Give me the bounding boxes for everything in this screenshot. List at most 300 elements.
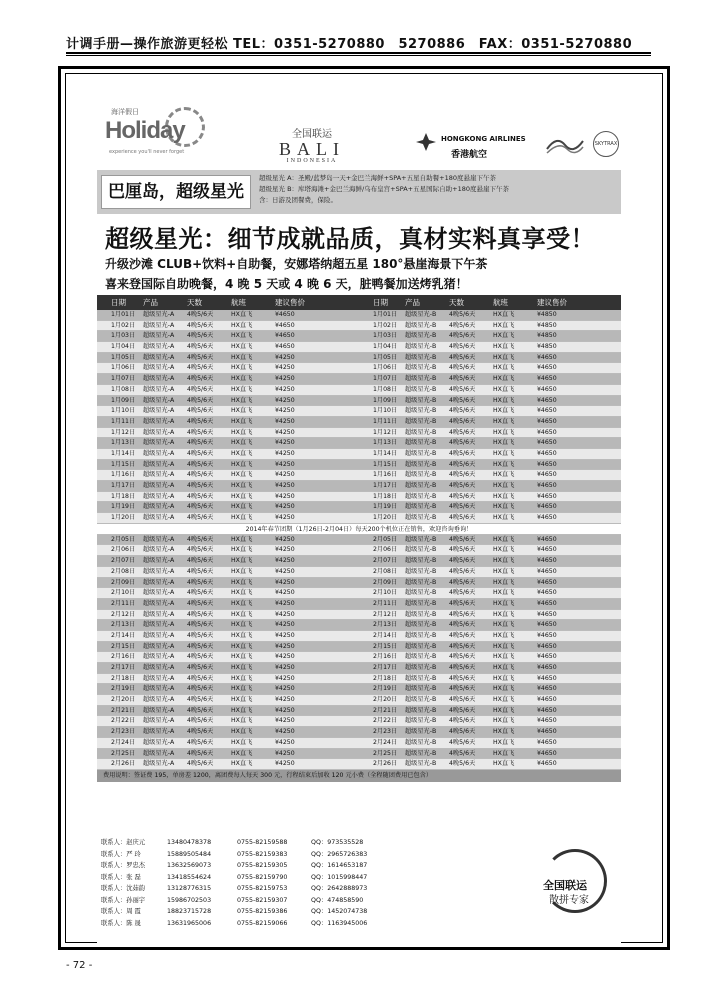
table-cell: ¥4650 bbox=[537, 578, 557, 586]
contact-qq: QQ：1163945006 bbox=[311, 919, 368, 927]
contact-prefix: 联系人： bbox=[101, 908, 127, 915]
page-number: - 72 - bbox=[66, 960, 93, 971]
table-cell: 超级星光-B bbox=[405, 685, 437, 693]
table-cell: ¥4250 bbox=[275, 385, 295, 393]
table-cell: 超级星光-B bbox=[405, 578, 437, 586]
table-cell: ¥4650 bbox=[537, 728, 557, 736]
table-cell: HX直飞 bbox=[493, 332, 515, 340]
table-cell: 1月03日 bbox=[111, 332, 136, 340]
contact-label bbox=[97, 849, 167, 861]
table-cell: 超级星光-B bbox=[405, 621, 437, 629]
table-cell: 4晚5/6天 bbox=[449, 482, 476, 489]
contact-qq: QQ：474858590 bbox=[311, 896, 364, 904]
table-cell: 1月04日 bbox=[111, 343, 136, 351]
table-cell: 2月08日 bbox=[373, 567, 398, 575]
col-header-days: 天数 bbox=[449, 298, 464, 307]
table-cell: 1月12日 bbox=[111, 428, 136, 436]
table-cell: 4晚5/6天 bbox=[187, 674, 214, 682]
table-cell: HX直飞 bbox=[493, 375, 515, 383]
holiday-logo-small: 海洋假日 bbox=[111, 108, 139, 116]
table-cell: 4晚5/6天 bbox=[187, 321, 214, 329]
table-cell: 1月18日 bbox=[373, 492, 398, 500]
table-cell: 4晚5/6天 bbox=[449, 599, 476, 607]
table-cell: 1月05日 bbox=[373, 353, 398, 361]
table-row bbox=[97, 449, 621, 460]
table-cell: ¥4250 bbox=[275, 642, 295, 650]
table-cell: HX直飞 bbox=[231, 364, 253, 372]
table-cell: ¥4650 bbox=[537, 514, 557, 522]
table-cell: 1月08日 bbox=[111, 385, 136, 393]
table-cell: HX直飞 bbox=[493, 311, 515, 318]
table-cell: 4晚5/6天 bbox=[187, 439, 214, 447]
contact-phone: 0755-82159588 bbox=[237, 839, 288, 846]
table-cell: ¥4650 bbox=[275, 332, 295, 340]
table-cell: 超级星光-B bbox=[405, 332, 437, 340]
table-cell: 超级星光-B bbox=[405, 567, 437, 575]
table-cell: 1月02日 bbox=[111, 321, 136, 329]
table-cell: ¥4250 bbox=[275, 514, 295, 522]
table-cell: 4晚5/6天 bbox=[187, 364, 214, 372]
table-cell: HX直飞 bbox=[493, 492, 515, 500]
table-cell: ¥4650 bbox=[537, 685, 557, 693]
table-cell: 超级星光-B bbox=[405, 717, 437, 725]
table-cell: HX直飞 bbox=[493, 578, 515, 586]
table-row bbox=[97, 588, 621, 599]
table-cell: 2月16日 bbox=[111, 653, 136, 661]
table-cell: 超级星光-B bbox=[405, 482, 437, 489]
contact-prefix: 联系人： bbox=[101, 896, 127, 904]
table-header bbox=[97, 295, 621, 310]
table-cell: 2月12日 bbox=[373, 610, 398, 618]
col-header-flight: 航班 bbox=[493, 298, 508, 307]
table-cell: 1月12日 bbox=[373, 428, 398, 436]
table-cell: 4晚5/6天 bbox=[449, 674, 476, 682]
table-cell: 超级星光-A bbox=[143, 546, 175, 554]
table-cell: ¥4650 bbox=[537, 717, 557, 725]
table-cell: HX直飞 bbox=[493, 535, 515, 543]
table-cell: 超级星光-A bbox=[143, 364, 175, 372]
table-cell: 超级星光-B bbox=[405, 385, 437, 393]
table-cell: 超级星光-A bbox=[143, 578, 175, 586]
table-cell: ¥4650 bbox=[537, 621, 557, 629]
table-cell: 4晚5/6天 bbox=[449, 321, 476, 329]
table-cell: 1月13日 bbox=[373, 439, 398, 447]
table-cell: 2月26日 bbox=[111, 760, 136, 768]
table-cell: ¥4650 bbox=[275, 311, 295, 318]
col-header-price: 建议售价 bbox=[537, 298, 567, 307]
table-cell: ¥4650 bbox=[537, 653, 557, 661]
table-cell: 4晚5/6天 bbox=[187, 514, 214, 522]
table-cell: HX直飞 bbox=[493, 396, 515, 404]
table-row bbox=[97, 610, 621, 621]
table-cell: 超级星光-B bbox=[405, 492, 437, 500]
table-cell: ¥4250 bbox=[275, 653, 295, 661]
col-header-flight: 航班 bbox=[231, 298, 246, 307]
table-cell: HX直飞 bbox=[493, 471, 515, 479]
table-cell: HX直飞 bbox=[493, 631, 515, 639]
table-cell: 4晚5/6天 bbox=[449, 407, 476, 415]
table-cell: HX直飞 bbox=[231, 407, 253, 415]
table-cell: 超级星光-A bbox=[143, 396, 175, 404]
contact-label bbox=[97, 883, 167, 895]
table-cell: 1月10日 bbox=[111, 407, 136, 415]
table-row bbox=[97, 321, 621, 332]
table-cell: HX直飞 bbox=[493, 321, 515, 329]
table-row bbox=[97, 502, 621, 513]
table-cell: ¥4650 bbox=[537, 407, 557, 415]
table-cell: HX直飞 bbox=[231, 738, 253, 746]
fee-footnote: 费用说明：签证费 195，单房差 1200，离团费每人每天 300 元，行程结束后加收 120 元小费（全程随团费用已包含） bbox=[97, 770, 621, 782]
table-cell: ¥4250 bbox=[275, 482, 295, 489]
table-cell: 1月11日 bbox=[373, 417, 398, 425]
table-cell: 超级星光-A bbox=[143, 375, 175, 383]
table-cell: 超级星光-B bbox=[405, 696, 437, 704]
contact-phone: 0755-82159066 bbox=[237, 919, 288, 927]
table-cell: 超级星光-A bbox=[143, 407, 175, 415]
table-cell: HX直飞 bbox=[493, 514, 515, 522]
table-cell: 4晚5/6天 bbox=[187, 407, 214, 415]
table-cell: HX直飞 bbox=[231, 492, 253, 500]
table-cell: 4晚5/6天 bbox=[187, 417, 214, 425]
table-cell: ¥4250 bbox=[275, 589, 295, 597]
table-cell: HX直飞 bbox=[231, 589, 253, 597]
table-cell: 1月19日 bbox=[373, 503, 398, 511]
table-row bbox=[97, 406, 621, 417]
table-cell: HX直飞 bbox=[493, 589, 515, 597]
hk-airlines-cn: 香港航空 bbox=[451, 150, 488, 160]
table-cell: ¥4250 bbox=[275, 696, 295, 704]
airline-bird-icon bbox=[415, 131, 437, 153]
table-cell: 1月02日 bbox=[373, 321, 398, 329]
bali-logo-cn: 全国联运 bbox=[292, 129, 332, 140]
table-cell: 4晚5/6天 bbox=[187, 311, 214, 318]
table-cell: HX直飞 bbox=[493, 610, 515, 618]
table-cell: 4晚5/6天 bbox=[187, 578, 214, 586]
contact-mobile: 13480478378 bbox=[167, 839, 212, 846]
header-rule-thin bbox=[66, 55, 651, 56]
table-cell: HX直飞 bbox=[231, 535, 253, 543]
table-cell: HX直飞 bbox=[231, 375, 253, 383]
table-cell: 1月16日 bbox=[373, 471, 398, 479]
table-cell: 超级星光-A bbox=[143, 460, 175, 468]
table-row bbox=[97, 385, 621, 396]
table-cell: 4晚5/6天 bbox=[449, 353, 476, 361]
table-cell: 4晚5/6天 bbox=[449, 749, 476, 757]
table-cell: 超级星光-A bbox=[143, 503, 175, 511]
table-cell: ¥4650 bbox=[537, 567, 557, 575]
table-cell: 1月17日 bbox=[373, 482, 398, 489]
table-cell: ¥4250 bbox=[275, 460, 295, 468]
product-desc-line: 超级星光 B：库塔海滩+金巴兰海鲜/乌布皇宫+SPA+五星国际自助+180度悬崖下午茶 bbox=[259, 185, 509, 193]
table-cell: 超级星光-B bbox=[405, 449, 437, 457]
table-cell: HX直飞 bbox=[493, 364, 515, 372]
contact-phone: 0755-82159386 bbox=[237, 908, 288, 915]
table-cell: 4晚5/6天 bbox=[187, 503, 214, 511]
table-cell: ¥4650 bbox=[537, 417, 557, 425]
table-cell: 4晚5/6天 bbox=[449, 471, 476, 479]
table-row bbox=[97, 535, 621, 546]
table-cell: 2月05日 bbox=[111, 535, 136, 543]
contact-name: 罗忠杰 bbox=[126, 862, 146, 869]
table-cell: 4晚5/6天 bbox=[187, 610, 214, 618]
table-cell: 超级星光-A bbox=[143, 471, 175, 479]
contact-qq: QQ：973535528 bbox=[311, 839, 364, 846]
table-cell: 2月25日 bbox=[111, 749, 136, 757]
table-cell: 超级星光-B bbox=[405, 610, 437, 618]
table-cell: HX直飞 bbox=[231, 321, 253, 329]
table-cell: HX直飞 bbox=[231, 417, 253, 425]
contact-qq: QQ：2642888973 bbox=[311, 885, 368, 892]
table-cell: 1月07日 bbox=[111, 375, 136, 383]
table-cell: 超级星光-B bbox=[405, 364, 437, 372]
table-cell: HX直飞 bbox=[231, 385, 253, 393]
table-cell: HX直飞 bbox=[231, 599, 253, 607]
table-cell: 2月21日 bbox=[373, 706, 398, 714]
table-cell: ¥4650 bbox=[537, 503, 557, 511]
table-cell: HX直飞 bbox=[231, 631, 253, 639]
table-cell: ¥4250 bbox=[275, 578, 295, 586]
table-cell: ¥4650 bbox=[537, 439, 557, 447]
table-cell: 4晚5/6天 bbox=[187, 706, 214, 714]
table-cell: 4晚5/6天 bbox=[187, 557, 214, 565]
table-cell: 2月14日 bbox=[111, 631, 136, 639]
table-cell: 4晚5/6天 bbox=[187, 599, 214, 607]
product-description bbox=[259, 173, 619, 206]
contact-mobile: 15986702503 bbox=[167, 896, 212, 904]
table-cell: 1月06日 bbox=[111, 364, 136, 372]
table-row bbox=[97, 631, 621, 642]
table-cell: 4晚5/6天 bbox=[449, 535, 476, 543]
table-cell: 4晚5/6天 bbox=[187, 589, 214, 597]
table-cell: HX直飞 bbox=[493, 567, 515, 575]
contact-mobile: 13632569073 bbox=[167, 862, 212, 869]
table-cell: 1月09日 bbox=[111, 396, 136, 404]
table-cell: 4晚5/6天 bbox=[187, 631, 214, 639]
table-row bbox=[97, 759, 621, 770]
table-cell: HX直飞 bbox=[231, 557, 253, 565]
table-cell: 4晚5/6天 bbox=[187, 482, 214, 489]
table-cell: 超级星光-A bbox=[143, 760, 175, 768]
table-cell: HX直飞 bbox=[231, 439, 253, 447]
contact-list bbox=[97, 833, 621, 943]
col-header-price: 建议售价 bbox=[275, 298, 305, 307]
table-cell: HX直飞 bbox=[231, 343, 253, 351]
airline-partner-logo bbox=[545, 131, 585, 157]
table-cell: HX直飞 bbox=[493, 385, 515, 393]
table-cell: 4晚5/6天 bbox=[449, 653, 476, 661]
table-cell: 2月15日 bbox=[111, 642, 136, 650]
table-cell: ¥4650 bbox=[537, 535, 557, 543]
contact-qq: QQ：1614653187 bbox=[311, 862, 368, 869]
table-cell: 4晚5/6天 bbox=[187, 471, 214, 479]
table-cell: 4晚5/6天 bbox=[449, 557, 476, 565]
table-cell: HX直飞 bbox=[231, 642, 253, 650]
contact-mobile: 18823715728 bbox=[167, 908, 212, 915]
table-cell: ¥4650 bbox=[537, 375, 557, 383]
table-cell: ¥4650 bbox=[537, 428, 557, 436]
table-cell: 4晚5/6天 bbox=[187, 546, 214, 554]
table-cell: ¥4250 bbox=[275, 503, 295, 511]
table-row bbox=[97, 684, 621, 695]
table-cell: HX直飞 bbox=[493, 449, 515, 457]
table-cell: HX直飞 bbox=[231, 396, 253, 404]
table-cell: 超级星光-A bbox=[143, 332, 175, 340]
table-cell: 4晚5/6天 bbox=[187, 696, 214, 704]
table-cell: 超级星光-A bbox=[143, 642, 175, 650]
table-cell: HX直飞 bbox=[231, 610, 253, 618]
table-cell: 2月17日 bbox=[111, 664, 136, 671]
table-cell: 4晚5/6天 bbox=[187, 653, 214, 661]
contact-name: 周 霞 bbox=[126, 908, 141, 915]
table-cell: 1月04日 bbox=[373, 343, 398, 351]
contact-name: 沈茹韵 bbox=[126, 885, 146, 892]
table-cell: HX直飞 bbox=[231, 728, 253, 736]
table-cell: 超级星光-B bbox=[405, 439, 437, 447]
table-cell: 超级星光-B bbox=[405, 417, 437, 425]
table-cell: HX直飞 bbox=[493, 642, 515, 650]
table-cell: 4晚5/6天 bbox=[187, 492, 214, 500]
table-cell: 2月11日 bbox=[111, 599, 136, 607]
contact-qq: QQ：2965726383 bbox=[311, 850, 368, 858]
table-cell: ¥4250 bbox=[275, 706, 295, 714]
table-cell: 2月24日 bbox=[373, 738, 398, 746]
table-cell: 2月22日 bbox=[373, 717, 398, 725]
table-cell: 1月14日 bbox=[373, 449, 398, 457]
table-cell: 2月20日 bbox=[373, 696, 398, 704]
table-cell: ¥4250 bbox=[275, 749, 295, 757]
table-cell: 2月20日 bbox=[111, 696, 136, 704]
table-cell: 超级星光-A bbox=[143, 514, 175, 522]
contact-label bbox=[97, 872, 167, 884]
table-cell: 超级星光-B bbox=[405, 706, 437, 714]
contact-name: 孙丽宇 bbox=[126, 896, 146, 904]
table-body-feb bbox=[97, 535, 621, 770]
table-cell: HX直飞 bbox=[493, 503, 515, 511]
table-row bbox=[97, 363, 621, 374]
table-cell: 1月09日 bbox=[373, 396, 398, 404]
col-header-date: 日期 bbox=[111, 298, 126, 307]
table-row bbox=[97, 374, 621, 385]
contact-prefix: 联系人： bbox=[101, 885, 127, 892]
table-cell: HX直飞 bbox=[493, 760, 515, 768]
table-cell: ¥4250 bbox=[275, 546, 295, 554]
stamp-line2: 散拼专家 bbox=[549, 895, 589, 906]
table-cell: 2月15日 bbox=[373, 642, 398, 650]
table-cell: ¥4250 bbox=[275, 557, 295, 565]
table-cell: 2月19日 bbox=[111, 685, 136, 693]
table-cell: 超级星光-B bbox=[405, 407, 437, 415]
table-cell: ¥4250 bbox=[275, 567, 295, 575]
table-cell: 1月14日 bbox=[111, 449, 136, 457]
table-cell: 4晚5/6天 bbox=[187, 460, 214, 468]
table-cell: HX直飞 bbox=[231, 749, 253, 757]
table-cell: 超级星光-A bbox=[143, 749, 175, 757]
table-cell: 2月06日 bbox=[373, 546, 398, 554]
table-cell: 超级星光-A bbox=[143, 535, 175, 543]
table-cell: HX直飞 bbox=[231, 332, 253, 340]
table-cell: 2月10日 bbox=[373, 589, 398, 597]
table-cell: 超级星光-B bbox=[405, 546, 437, 554]
bali-logo-main: BALI bbox=[279, 139, 345, 159]
table-cell: 超级星光-A bbox=[143, 631, 175, 639]
table-cell: 4晚5/6天 bbox=[449, 664, 476, 671]
table-cell: 4晚5/6天 bbox=[449, 396, 476, 404]
table-cell: HX直飞 bbox=[493, 428, 515, 436]
contact-label bbox=[97, 860, 167, 872]
table-cell: 超级星光-B bbox=[405, 428, 437, 436]
table-cell: HX直飞 bbox=[231, 706, 253, 714]
table-cell: 超级星光-B bbox=[405, 514, 437, 522]
table-cell: 超级星光-A bbox=[143, 621, 175, 629]
table-cell: 超级星光-B bbox=[405, 728, 437, 736]
table-row bbox=[97, 460, 621, 471]
table-cell: 超级星光-A bbox=[143, 738, 175, 746]
table-cell: HX直飞 bbox=[493, 728, 515, 736]
table-cell: 超级星光-A bbox=[143, 353, 175, 361]
table-cell: 1月01日 bbox=[111, 311, 136, 318]
table-body-jan bbox=[97, 310, 621, 524]
table-cell: 1月05日 bbox=[111, 353, 136, 361]
contact-qq: QQ：1015998447 bbox=[311, 873, 368, 881]
departure-table bbox=[97, 295, 621, 782]
table-row bbox=[97, 545, 621, 556]
table-cell: ¥4650 bbox=[537, 385, 557, 393]
table-cell: ¥4650 bbox=[537, 610, 557, 618]
table-cell: 4晚5/6天 bbox=[449, 621, 476, 629]
table-cell: ¥4650 bbox=[537, 760, 557, 768]
table-cell: ¥4250 bbox=[275, 364, 295, 372]
table-cell: 4晚5/6天 bbox=[449, 546, 476, 554]
table-cell: 超级星光-B bbox=[405, 460, 437, 468]
table-cell: 2月11日 bbox=[373, 599, 398, 607]
table-cell: HX直飞 bbox=[493, 546, 515, 554]
table-cell: 1月06日 bbox=[373, 364, 398, 372]
contact-label bbox=[97, 895, 167, 907]
table-cell: ¥4250 bbox=[275, 535, 295, 543]
table-cell: 4晚5/6天 bbox=[449, 610, 476, 618]
header-title: 计调手册—操作旅游更轻松 TEL：0351-5270880 5270886 FAX：0351-5270880 bbox=[66, 37, 633, 52]
table-cell: HX直飞 bbox=[231, 717, 253, 725]
table-cell: 超级星光-A bbox=[143, 385, 175, 393]
table-cell: HX直飞 bbox=[231, 578, 253, 586]
contact-name: 张 磊 bbox=[126, 873, 141, 881]
table-cell: ¥4250 bbox=[275, 471, 295, 479]
table-cell: 2月13日 bbox=[373, 621, 398, 629]
table-cell: ¥4650 bbox=[537, 353, 557, 361]
table-cell: 2月23日 bbox=[111, 728, 136, 736]
table-row bbox=[97, 695, 621, 706]
table-cell: 超级星光-A bbox=[143, 428, 175, 436]
table-cell: 4晚5/6天 bbox=[449, 685, 476, 693]
table-cell: HX直飞 bbox=[231, 503, 253, 511]
table-cell: ¥4650 bbox=[537, 631, 557, 639]
table-cell: HX直飞 bbox=[231, 353, 253, 361]
table-cell: ¥4650 bbox=[537, 706, 557, 714]
table-row bbox=[97, 396, 621, 407]
table-cell: HX直飞 bbox=[231, 674, 253, 682]
table-cell: 2月06日 bbox=[111, 546, 136, 554]
table-cell: ¥4250 bbox=[275, 631, 295, 639]
table-cell: ¥4650 bbox=[537, 482, 557, 489]
bali-logo-sub: INDONESIA bbox=[286, 158, 338, 164]
table-cell: 1月01日 bbox=[373, 311, 398, 318]
table-cell: ¥4650 bbox=[537, 599, 557, 607]
spring-festival-notice: 2014年春节团期（1月26日-2月04日）每天200个机位正在销售，欢迎咨询垂询！ bbox=[97, 524, 621, 535]
table-cell: ¥4650 bbox=[537, 460, 557, 468]
table-cell: 1月15日 bbox=[373, 460, 398, 468]
table-cell: HX直飞 bbox=[493, 674, 515, 682]
table-cell: 4晚5/6天 bbox=[187, 449, 214, 457]
